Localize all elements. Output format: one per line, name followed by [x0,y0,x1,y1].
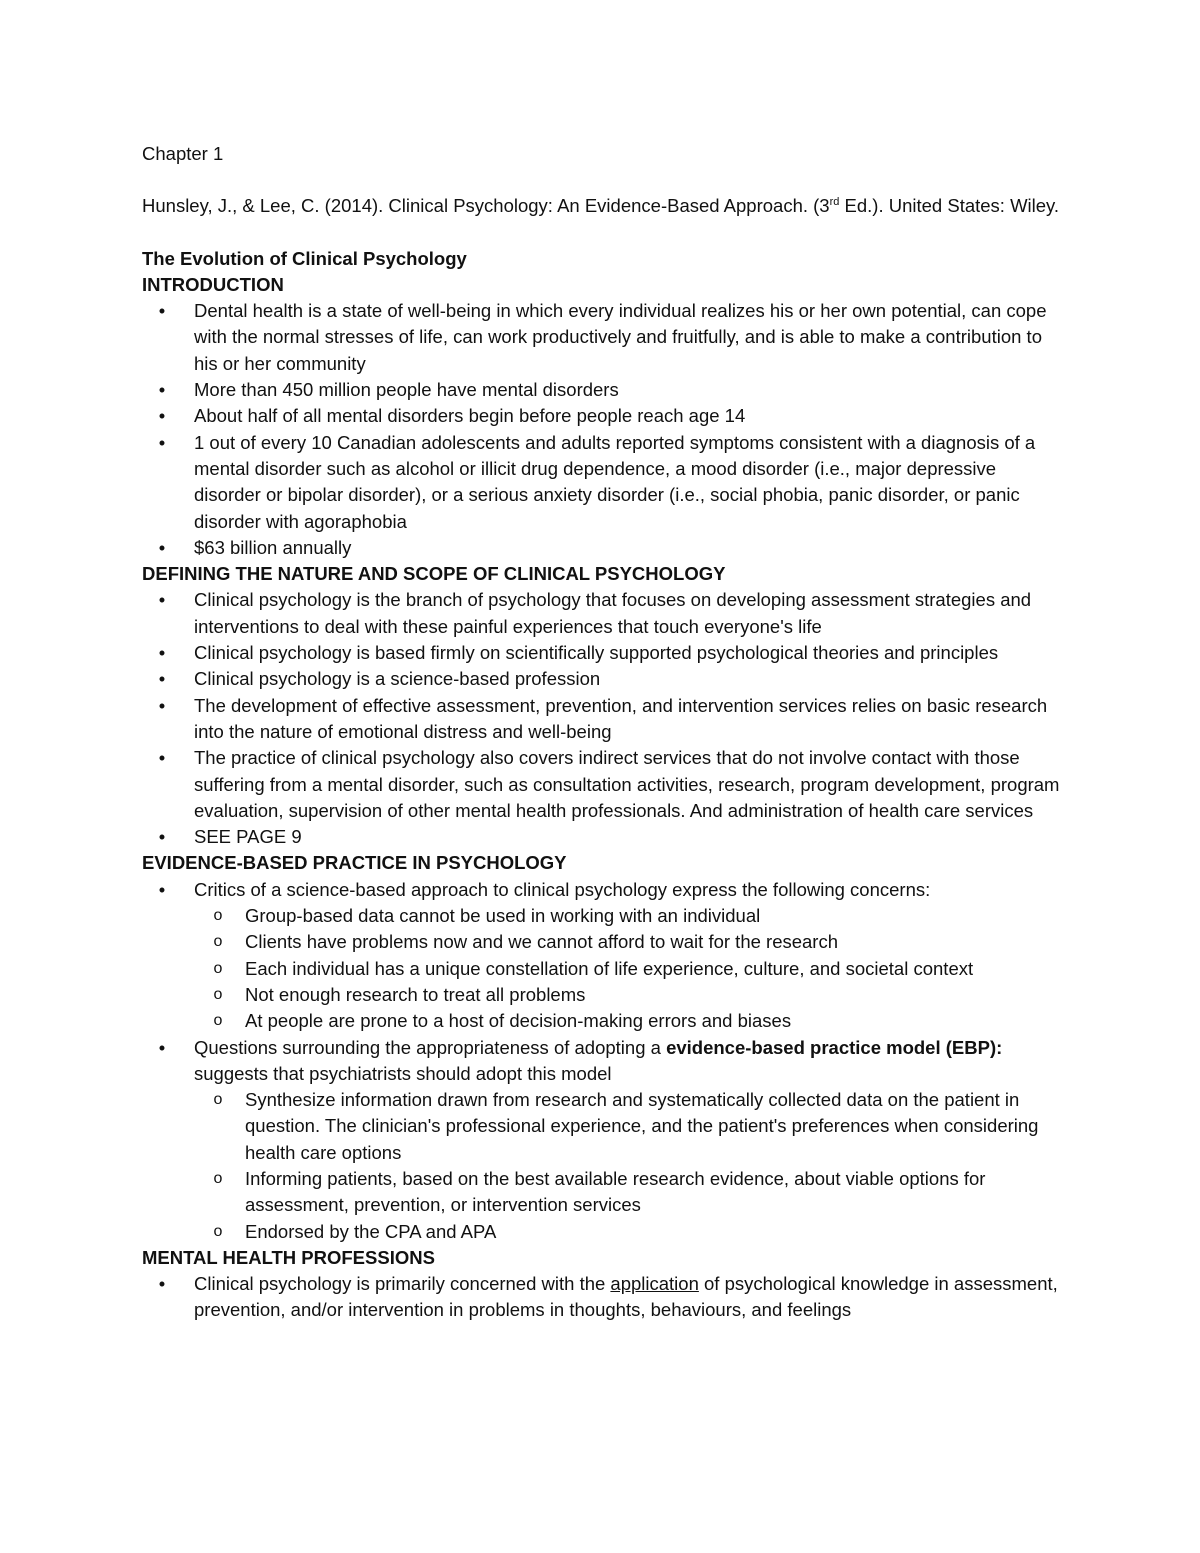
list-item-text-end: of psychological knowledge in assessment, prevention, and/or intervention in problems in thoughts, behaviours, and feelings [194,1273,1058,1321]
sub-list-item-text: Endorsed by the CPA and APA [245,1220,497,1242]
citation [142,193,1062,219]
list-item-text: Critics of a science-based approach to clinical psychology express the following concerns: [194,878,931,900]
list-item-text-end: suggests that psychiatrists should adopt this model [194,1062,612,1084]
heading-defining: DEFINING THE NATURE AND SCOPE OF CLINICAL PSYCHOLOGY [142,563,726,585]
list-item-text: The development of effective assessment, prevention, and intervention services relies on basic research into the nature of emotional distress and well-being [194,694,1048,742]
list-item-text: Questions surrounding the appropriateness of adopting a [194,1036,667,1058]
heading-evidence: EVIDENCE-BASED PRACTICE IN PSYCHOLOGY [142,852,567,874]
circle-bullet-icon: o [213,985,223,1003]
list-item-text: Clinical psychology is based firmly on scientifically supported psychological theories and principles [194,642,999,664]
list-item [142,877,1062,1035]
section-title: The Evolution of Clinical Psychology [142,247,467,269]
list-item [142,298,1062,377]
citation-text-start: Hunsley, J., & Lee, C. (2014). Clinical Psychology: An Evidence-Based Approach. (3 [142,195,830,217]
list-item-text: 1 out of every 10 Canadian adolescents and adults reported symptoms consistent with a diagnosis of a mental disorder such as alcohol or illicit drug dependence, a mood disorder (i.e., major depressive disorder or bipolar disorder), or a serious anxiety disorder (i.e., social phobia, panic disorder, or panic disorder with agoraphobia [194,431,1036,532]
sub-list-item-text: Not enough research to treat all problems [245,983,586,1005]
circle-bullet-icon: o [213,959,223,977]
list-item [142,377,1062,403]
ebp-sublist [194,1087,1062,1245]
list-item-text: Clinical psychology is a science-based profession [194,668,601,690]
list-item-text: About half of all mental disorders begin before people reach age 14 [194,405,746,427]
list-item-text: SEE PAGE 9 [194,826,302,848]
concerns-sublist [194,903,1062,1034]
sub-list-item-text: Synthesize information drawn from research and systematically collected data on the patient in question. The clinician's professional experience, and the patient's preferences when considering health care options [245,1089,1039,1163]
list-item [142,640,1062,666]
sub-list-item [194,929,1062,955]
heading-professions: MENTAL HEALTH PROFESSIONS [142,1246,435,1268]
evidence-list [142,877,1062,1245]
bullet-icon: • [158,642,166,664]
defining-list [142,587,1062,850]
bullet-icon: • [158,431,166,453]
heading-introduction: INTRODUCTION [142,273,284,295]
bullet-icon: • [158,1273,166,1295]
circle-bullet-icon: o [213,1012,223,1030]
list-item-text: Clinical psychology is the branch of psychology that focuses on developing assessment strategies and interventions to deal with these painful experiences that touch everyone's life [194,589,1032,637]
sub-list-item-text: Clients have problems now and we cannot afford to wait for the research [245,931,839,953]
list-item [142,535,1062,561]
list-item [142,430,1062,535]
circle-bullet-icon: o [213,907,223,925]
sub-list-item-text: Group-based data cannot be used in working with an individual [245,905,761,927]
ebp-term: evidence-based practice model (EBP): [666,1036,1003,1058]
bullet-icon: • [158,878,166,900]
citation-superscript: rd [829,196,840,209]
list-item-text: Dental health is a state of well-being in which every individual realizes his or her own potential, can cope with the normal stresses of life, can work productively and fruitfully, and is able to make a contribution to his or her community [194,300,1047,374]
list-item [142,745,1062,824]
sub-list-item [194,1008,1062,1034]
bullet-icon: • [158,1036,166,1058]
list-item [142,824,1062,850]
document-body [142,141,1062,1324]
list-item-text: Clinical psychology is primarily concerned with the [194,1273,611,1295]
list-item [142,693,1062,746]
list-item-text: More than 450 million people have mental disorders [194,379,619,401]
sub-list-item [194,903,1062,929]
underlined-term: application [610,1273,699,1295]
bullet-icon: • [158,747,166,769]
sub-list-item [194,1166,1062,1219]
sub-list-item [194,982,1062,1008]
circle-bullet-icon: o [213,1222,223,1240]
sub-list-item [194,1087,1062,1166]
bullet-icon: • [158,536,166,558]
bullet-icon: • [158,826,166,848]
bullet-icon: • [158,405,166,427]
list-item [142,1035,1062,1245]
citation-text-end: Ed.). United States: Wiley. [839,195,1060,217]
bullet-icon: • [158,379,166,401]
circle-bullet-icon: o [213,1169,223,1187]
list-item-text: $63 billion annually [194,536,352,558]
bullet-icon: • [158,589,166,611]
sub-list-item-text: At people are prone to a host of decision-making errors and biases [245,1010,792,1032]
sub-list-item [194,1219,1062,1245]
sub-list-item-text: Each individual has a unique constellation of life experience, culture, and societal context [245,957,974,979]
sub-list-item [194,956,1062,982]
bullet-icon: • [158,300,166,322]
list-item [142,666,1062,692]
list-item [142,587,1062,640]
introduction-list [142,298,1062,561]
list-item [142,1271,1062,1324]
list-item [142,403,1062,429]
bullet-icon: • [158,668,166,690]
list-item-text: The practice of clinical psychology also covers indirect services that do not involve contact with those suffering from a mental disorder, such as consultation activities, research, program development, program evaluation, supervision of other mental health professionals. And administration of health care services [194,747,1060,821]
circle-bullet-icon: o [213,1091,223,1109]
bullet-icon: • [158,694,166,716]
chapter-label: Chapter 1 [142,143,224,164]
circle-bullet-icon: o [213,933,223,951]
professions-list [142,1271,1062,1324]
sub-list-item-text: Informing patients, based on the best available research evidence, about viable options for assessment, prevention, or intervention services [245,1167,986,1216]
